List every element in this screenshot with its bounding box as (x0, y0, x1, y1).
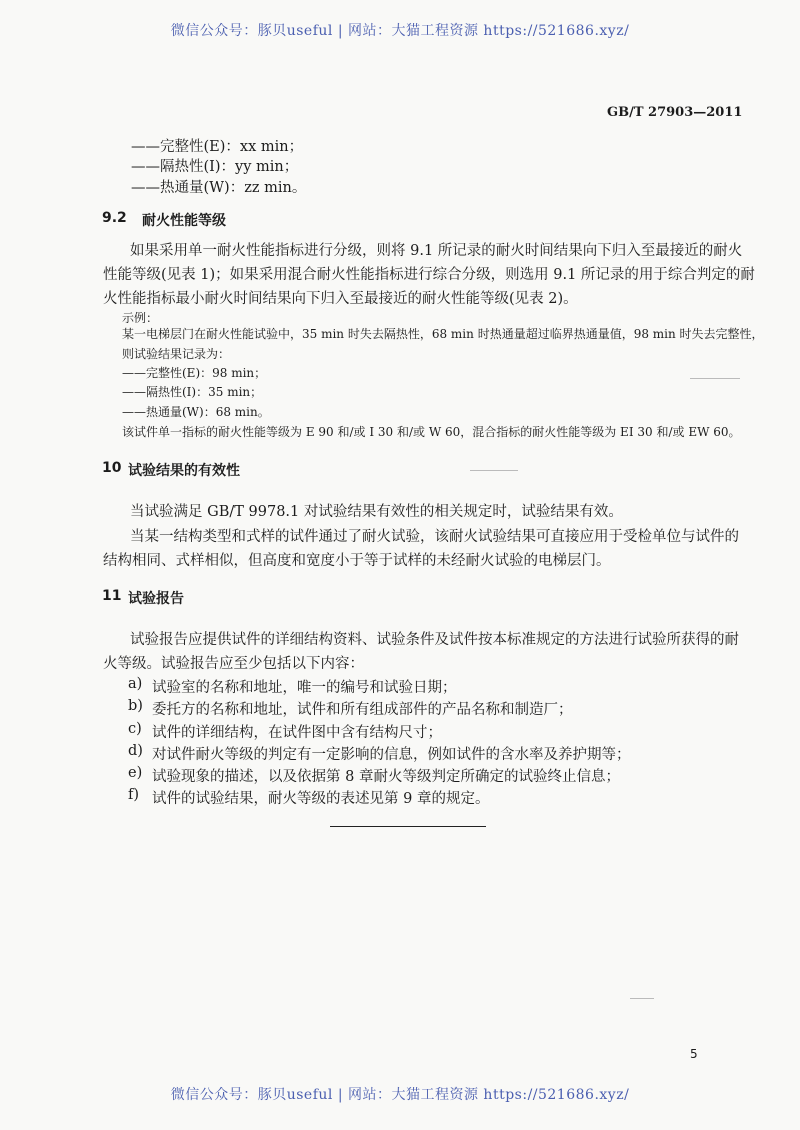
section-11-number: 11 (102, 588, 122, 604)
example-line: 则试验结果记录为： (122, 347, 231, 361)
paragraph-line: 性能等级(见表 1)；如果采用混合耐火性能指标进行综合分级，则选用 9.1 所记录的用于综合判定的耐 (103, 267, 755, 283)
section-10-title: 试验结果的有效性 (128, 463, 240, 479)
result-line-heatflux: ——热通量(W)：zz min。 (131, 180, 307, 196)
example-line: 该试件单一指标的耐火性能等级为 E 90 和/或 I 30 和/或 W 60，混合指标的耐火性能等级为 EI 30 和/或 EW 60。 (122, 425, 741, 439)
example-line: ——热通量(W)：68 min。 (122, 405, 270, 419)
example-line: ——隔热性(I)：35 min； (122, 385, 263, 399)
result-line-insulation: ——隔热性(I)：yy min； (131, 159, 299, 175)
example-line: 某一电梯层门在耐火性能试验中，35 min 时失去隔热性，68 min 时热通量超过临界热通量值，98 min 时失去完整性， (122, 327, 764, 341)
paragraph-line: 如果采用单一耐火性能指标进行分级，则将 9.1 所记录的耐火时间结果向下归入至最接近的耐火 (130, 243, 743, 259)
section-9-2-number: 9.2 (102, 210, 127, 226)
list-item-marker: b) (128, 698, 143, 714)
list-item-marker: c) (128, 721, 142, 737)
section-10-number: 10 (102, 460, 122, 476)
list-item: 试验现象的描述，以及依据第 8 章耐火等级判定所确定的试验终止信息； (152, 769, 620, 785)
example-line: ——完整性(E)：98 min； (122, 366, 267, 380)
list-item: 委托方的名称和地址，试件和所有组成部件的产品名称和制造厂； (152, 702, 573, 718)
paragraph-line: 当试验满足 GB/T 9978.1 对试验结果有效性的相关规定时，试验结果有效。 (130, 504, 623, 520)
list-item-marker: d) (128, 743, 143, 759)
list-item: 试件的试验结果，耐火等级的表述见第 9 章的规定。 (152, 791, 490, 807)
scan-artifact (470, 470, 518, 471)
list-item-marker: f) (128, 787, 140, 803)
scan-artifact (630, 998, 654, 999)
paragraph-line: 当某一结构类型和式样的试件通过了耐火试验，该耐火试验结果可直接应用于受检单位与试件的 (130, 529, 739, 545)
watermark-bottom: 微信公众号：豚贝useful | 网站：大猫工程资源 https://521686.xyz/ (170, 1087, 630, 1103)
list-item-marker: e) (128, 765, 143, 781)
list-item: 试验室的名称和地址，唯一的编号和试验日期； (152, 680, 457, 696)
paragraph-line: 结构相同、式样相似，但高度和宽度小于等于试样的未经耐火试验的电梯层门。 (103, 553, 611, 569)
paragraph-line: 试验报告应提供试件的详细结构资料、试验条件及试件按本标准规定的方法进行试验所获得的耐 (130, 632, 739, 648)
watermark-top: 微信公众号：豚贝useful | 网站：大猫工程资源 https://521686.xyz/ (170, 23, 630, 39)
paragraph-line: 火等级。试验报告应至少包括以下内容： (103, 656, 364, 672)
list-item: 试件的详细结构，在试件图中含有结构尺寸； (152, 725, 442, 741)
example-label: 示例： (122, 311, 159, 325)
end-of-standard-rule (330, 826, 486, 827)
result-line-integrity: ——完整性(E)：xx min； (131, 139, 304, 155)
paragraph-line: 火性能指标最小耐火时间结果向下归入至最接近的耐火性能等级(见表 2)。 (103, 291, 578, 307)
scan-artifact (690, 378, 740, 379)
page-number: 5 (690, 1047, 698, 1061)
standard-code: GB/T 27903—2011 (607, 105, 743, 120)
list-item: 对试件耐火等级的判定有一定影响的信息，例如试件的含水率及养护期等； (152, 747, 631, 763)
section-11-title: 试验报告 (128, 591, 184, 607)
section-9-2-title: 耐火性能等级 (142, 213, 226, 229)
list-item-marker: a) (128, 676, 143, 692)
